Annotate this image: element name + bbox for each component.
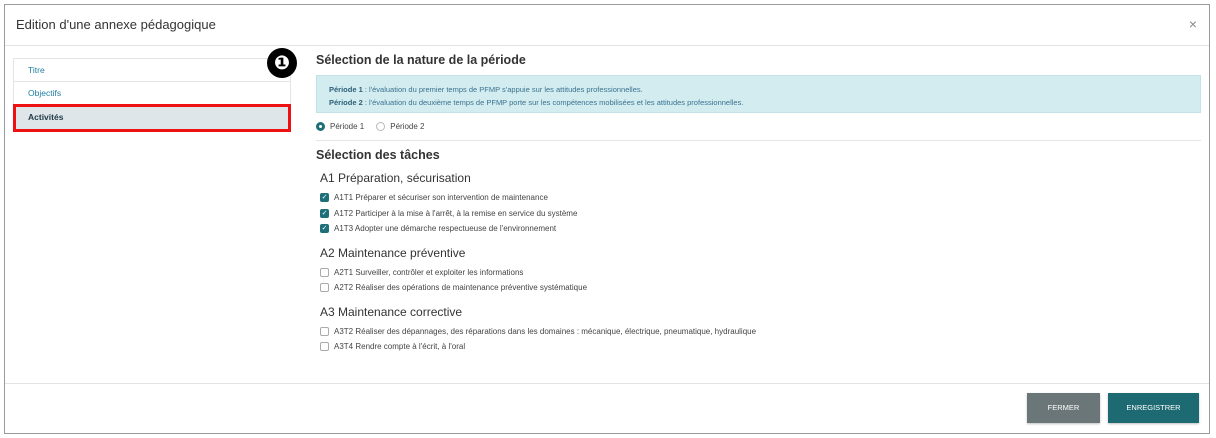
sidebar-item-titre[interactable]: Titre: [13, 58, 291, 81]
radio-unchecked-icon[interactable]: [376, 122, 385, 131]
period-info-box: [316, 75, 1201, 113]
fermer-button[interactable]: FERMER: [1027, 393, 1100, 423]
checkbox-checked-icon[interactable]: ✓: [321, 194, 328, 202]
task-a3t4[interactable]: [320, 339, 1201, 355]
info-period1-text: : l'évaluation du premier temps de PFMP s'appuie sur les attitudes professionnelles.: [362, 85, 643, 94]
step-number-badge: ❶: [267, 48, 297, 78]
period-heading: Sélection de la nature de la période: [316, 53, 526, 67]
task-label: A1T2 Participer à la mise à l'arrêt, à la remise en service du système: [334, 208, 578, 218]
task-label: A2T2 Réaliser des opérations de maintenance préventive systématique: [334, 283, 588, 293]
checkbox-checked-icon[interactable]: ✓: [321, 225, 328, 233]
checkbox-unchecked-icon[interactable]: [320, 342, 329, 351]
task-label: A1T1 Préparer et sécuriser son intervention de maintenance: [334, 193, 548, 203]
task-label: A2T1 Surveiller, contrôler et exploiter les informations: [334, 267, 524, 277]
task-a1t2[interactable]: [320, 206, 1201, 222]
sidebar-nav: [13, 58, 291, 132]
info-period1-title: Période 1: [329, 85, 363, 94]
divider: [316, 140, 1201, 141]
enregistrer-button[interactable]: ENREGISTRER: [1108, 393, 1199, 423]
modal-title: Edition d'une annexe pédagogique: [16, 17, 216, 32]
tasks-section: [316, 148, 1201, 355]
sidebar-item-activites[interactable]: Activités: [13, 104, 291, 132]
main-content: [316, 53, 1201, 355]
modal-header: [5, 5, 1209, 46]
task-a2t1[interactable]: [320, 265, 1201, 281]
radio-label: Période 1: [330, 122, 365, 131]
group-title-a1: A1 Préparation, sécurisation: [320, 171, 471, 185]
period-radio-group: [316, 122, 1201, 131]
task-a1t3[interactable]: [320, 221, 1201, 237]
radio-periode-2[interactable]: [376, 122, 424, 131]
tasks-heading: Sélection des tâches: [316, 148, 440, 162]
task-label: A1T3 Adopter une démarche respectueuse de l'environnement: [334, 224, 557, 234]
task-a3t2[interactable]: [320, 324, 1201, 340]
task-label: A3T4 Rendre compte à l'écrit, à l'oral: [334, 342, 466, 352]
info-period2-title: Période 2: [329, 98, 363, 107]
group-title-a2: A2 Maintenance préventive: [320, 245, 466, 260]
task-label: A3T2 Réaliser des dépannages, des réparations dans les domaines : mécanique, électrique, pneumatique, hydraulique: [334, 326, 757, 336]
group-title-a3: A3 Maintenance corrective: [320, 304, 463, 319]
info-period2-text: : l'évaluation du deuxième temps de PFMP porte sur les compétences mobilisées et les attitudes professionnelles.: [362, 98, 744, 107]
checkbox-unchecked-icon[interactable]: [320, 327, 329, 336]
checkbox-unchecked-icon[interactable]: [320, 268, 329, 277]
checkbox-unchecked-icon[interactable]: [320, 283, 329, 292]
task-a1t1[interactable]: [320, 190, 1201, 206]
checkbox-checked-icon[interactable]: ✓: [321, 209, 328, 217]
radio-checked-icon[interactable]: [316, 122, 325, 131]
modal-footer: [5, 383, 1209, 384]
sidebar-item-objectifs[interactable]: Objectifs: [13, 81, 291, 104]
radio-label: Période 2: [390, 122, 425, 131]
edit-annex-modal: [4, 4, 1210, 434]
radio-periode-1[interactable]: [316, 122, 364, 131]
task-a2t2[interactable]: [320, 280, 1201, 296]
close-icon[interactable]: ×: [1188, 16, 1197, 32]
